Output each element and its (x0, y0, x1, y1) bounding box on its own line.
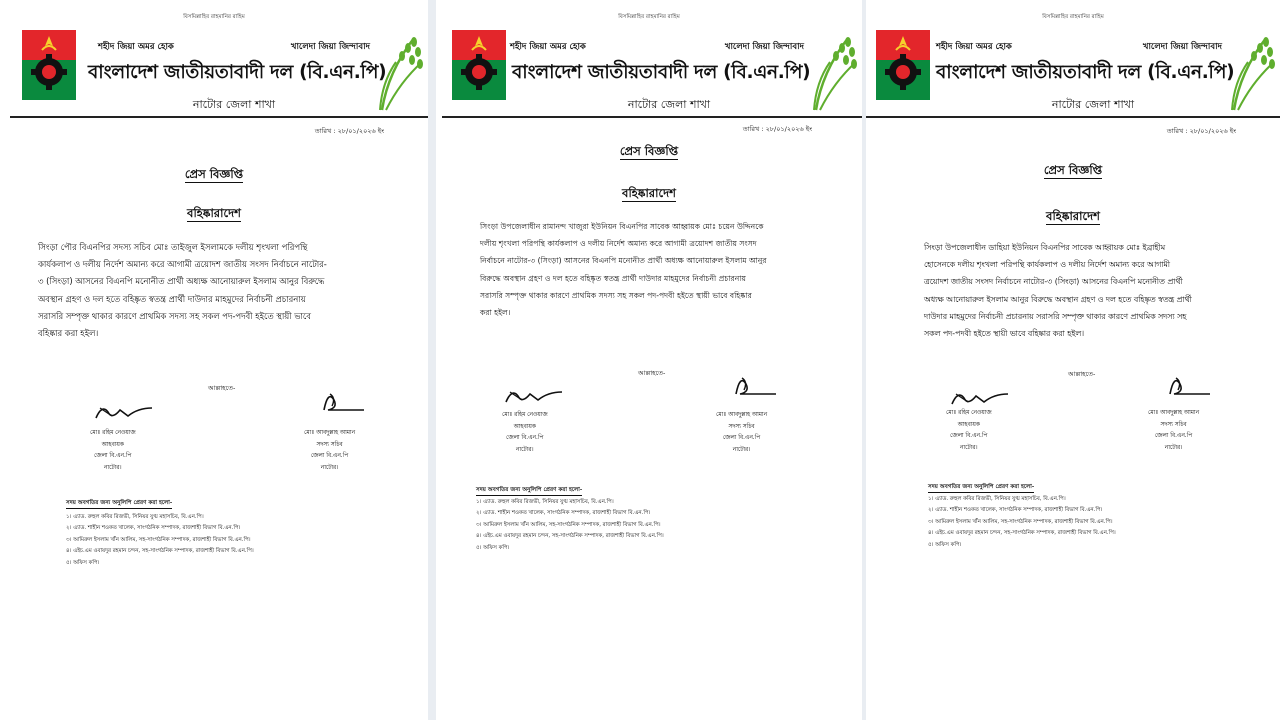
branch-name: নাটোর জেলা শাখা (1051, 98, 1135, 111)
party-name: বাংলাদেশ জাতীয়তাবাদী দল (বি.এন.পি) (88, 62, 387, 83)
signatory-role: সদস্য সচিব (1160, 421, 1187, 428)
cc-list (476, 497, 664, 554)
body-line: সকল পদ-পদবী হইতে স্থায়ী ভাবে বহিষ্কার করা হইল। (924, 329, 1085, 339)
cc-item: ১। এ্যাড. রুহুল কবির রিজভী, সিনিয়র যুগ্ম মহাসচিব, বি.এন.পি। (476, 499, 614, 505)
cc-item: ১। এ্যাড. রুহুল কবির রিজভী, সিনিয়র যুগ্ম মহাসচিব, বি.এন.পি। (928, 496, 1066, 502)
cc-item: ৩। আমিরুল ইসলাম খাঁন আলিম, সহ-সাংগঠনিক সম্পাদক, রাজশাহী বিভাগ বি.এন.পি। (476, 521, 661, 528)
press-release-page-3 (866, 0, 1280, 720)
body-line: অধ্যক্ষ আনোয়ারুল ইসলাম আনুর বিরুদ্ধে অবস্থান গ্রহণ ও দল হতে বহিষ্কৃত স্বতন্ত্র প্রার্থী (924, 294, 1192, 304)
cc-list (66, 512, 254, 569)
signatory-left (90, 428, 136, 474)
cc-item: ৫। অফিস কপি। (66, 559, 100, 566)
signature-left (92, 398, 156, 424)
cc-item: ২। এ্যাড. শাহীন শওকত খালেক, সাংগঠনিক সম্পাদক, রাজশাহী বিভাগ বি.এন.পি। (928, 507, 1103, 514)
paddy-sheaf-icon (374, 32, 426, 112)
cc-item: ৩। আমিরুল ইসলাম খাঁন আলিম, সহ-সাংগঠনিক সম্পাদক, রাজশাহী বিভাগ বি.এন.পি। (928, 518, 1113, 525)
signature-left (948, 384, 1012, 410)
signatory-unit: জেলা বি.এন.পি (310, 453, 349, 460)
branch-name: নাটোর জেলা শাখা (192, 98, 276, 111)
press-release-page-2 (436, 0, 862, 720)
signatory-name: মোঃ রহিম নেওয়াজ (502, 412, 548, 418)
body-line: নির্বাচনে নাটোর-৩ (সিংড়া) আসনের বিএনপি মনোনীত প্রার্থী অধ্যক্ষ আনোয়ারুল ইসলাম আনুর (480, 256, 767, 266)
paddy-sheaf-icon (1226, 32, 1278, 112)
body-line: সিংড়া পৌর বিএনপির সদস্য সচিব মোঃ তাইজুল ইসলামকে দলীয় শৃংখলা পরিপন্থি (38, 242, 308, 252)
signatory-name: মোঃ আবদুল্লাহ আমান (716, 412, 768, 418)
date: তারিখ : ২৮/০১/২০২৬ ইং (742, 125, 812, 133)
signatory-role: সদস্য সচিব (728, 423, 755, 430)
letterhead-divider (10, 116, 428, 118)
signatory-unit: জেলা বি.এন.পি (506, 435, 544, 442)
signatory-left (502, 410, 548, 456)
slogan-right: খালেদা জিয়া জিন্দাবাদ (724, 42, 804, 52)
signatory-unit: জেলা বি.এন.পি (1154, 433, 1193, 440)
body-line: করা হইল। (480, 308, 511, 318)
bnp-logo-icon (876, 30, 930, 100)
letterhead (436, 0, 862, 118)
cc-heading: সদয় অবগতির জন্য অনুলিপি প্রেরণ করা হলো- (928, 483, 1034, 493)
slogan-right: খালেদা জিয়া জিন্দাবাদ (1142, 42, 1222, 52)
press-release-page-1 (0, 0, 428, 720)
cc-item: ২। এ্যাড. শাহীন শওকত খালেক, সাংগঠনিক সম্পাদক, রাজশাহী বিভাগ বি.এন.পি। (476, 510, 651, 517)
body-line: হোসেনকে দলীয় শৃংখলা পরিপন্থি কার্যকলাপ ও দলীয় নির্দেশ অমান্য করে আগামী (924, 260, 1171, 270)
body-line: সরাসরি সম্পৃক্ত থাকার কারণে প্রাথমিক সদস্য সহ সকল পদ-পদবী হইতে স্থায়ী ভাবে (38, 310, 311, 321)
party-name: বাংলাদেশ জাতীয়তাবাদী দল (বি.এন.পি) (936, 62, 1235, 83)
letterhead-tagline: বিসমিল্লাহির রাহমানির রাহিম (618, 14, 680, 20)
signatory-place: নাটোর। (320, 464, 339, 471)
signatory-role: আহবায়ক (957, 421, 980, 428)
body-line: ৩ (সিংড়া) আসনের বিএনপি মনোনীত প্রার্থী অধ্যক্ষ আনোয়ারুল ইসলাম আনুর বিরুদ্ধে (38, 276, 325, 287)
bnp-logo-icon (22, 30, 76, 100)
press-body (38, 239, 388, 342)
signatory-place: নাটোর। (515, 446, 534, 453)
body-line: সিংড়া উপজেলাধীন ডাহিয়া ইউনিয়ন বিএনপির সাবেক আহ্বায়ক মোঃ ইব্রাহীম (924, 243, 1166, 252)
cc-list (928, 494, 1116, 551)
press-body (924, 239, 1242, 342)
signatory-right (304, 428, 355, 474)
signatory-name: মোঃ রহিম নেওয়াজ (90, 430, 136, 436)
signatory-role: আহবায়ক (513, 423, 536, 430)
press-release-title: প্রেস বিজ্ঞপ্তি (619, 144, 679, 158)
body-line: দলীয় শৃংখলা পরিপন্থি কার্যকলাপ ও দলীয় নির্দেশ অমান্য করে আগামী ত্রয়োদশ জাতীয় সংসদ (480, 239, 757, 249)
cc-item: ৪। এইচ.এম ওবায়দুর রহমান চন্দন, সহ-সাংগঠনিক সম্পাদক, রাজশাহী বিভাগ বি.এন.পি। (476, 533, 664, 540)
letterhead-tagline: বিসমিল্লাহির রাহমানির রাহিম (183, 14, 245, 20)
body-line: দাউদার মাহমুদের নির্বাচনী প্রচারনায় সরাসরি সম্পৃক্ত থাকার কারণে প্রাথমিক সদস্য সহ (924, 311, 1187, 321)
signatory-place: নাটোর। (732, 446, 751, 453)
slogan-right: খালেদা জিয়া জিন্দাবাদ (290, 42, 370, 52)
body-line: বহিষ্কার করা হইল। (38, 328, 99, 339)
cc-item: ৫। অফিস কপি। (476, 544, 510, 551)
press-release-title: প্রেস বিজ্ঞপ্তি (1043, 163, 1103, 177)
signatory-right (1148, 408, 1199, 454)
press-body (480, 218, 832, 321)
slogan-left: শহীদ জিয়া অমর হোক (98, 42, 174, 52)
cc-item: ২। এ্যাড. শাহীন শওকত খালেক, সাংগঠনিক সম্পাদক, রাজশাহী বিভাগ বি.এন.পি। (66, 525, 241, 532)
signatory-unit: জেলা বি.এন.পি (950, 433, 988, 440)
cc-item: ৫। অফিস কপি। (928, 541, 962, 548)
date: তারিখ : ২৮/০১/২০২৬ ইং (1166, 127, 1236, 135)
signatory-place: নাটোর। (959, 444, 978, 451)
letterhead (0, 0, 428, 118)
signatory-name: মোঃ আবদুল্লাহ আমান (304, 430, 356, 436)
cc-item: ৪। এইচ.এম ওবায়দুর রহমান চন্দন, সহ-সাংগঠনিক সম্পাদক, রাজশাহী বিভাগ বি.এন.পি। (928, 530, 1116, 537)
signatory-name: মোঃ আবদুল্লাহ আমান (1148, 410, 1200, 416)
letterhead-divider (866, 116, 1280, 118)
body-line: সরাসরি সম্পৃক্ত থাকার কারণে প্রাথমিক সদস্য সহ সকল পদ-পদবী হইতে স্থায়ী ভাবে বহিষ্কার (480, 290, 752, 300)
signatory-left (946, 408, 992, 454)
body-line: ত্রয়োদশ জাতীয় সংসদ নির্বাচনে নাটোর-৩ (সিংড়া) আসনের বিএনপি মনোনীত প্রার্থী (924, 277, 1183, 287)
regards-text: আল্লাহতে- (638, 369, 666, 377)
signature-right (314, 388, 378, 414)
letterhead-divider (442, 116, 862, 118)
signature-right (1160, 372, 1224, 398)
party-name: বাংলাদেশ জাতীয়তাবাদী দল (বি.এন.পি) (512, 62, 811, 83)
letterhead-tagline: বিসমিল্লাহির রাহমানির রাহিম (1042, 14, 1104, 20)
signatory-role: আহবায়ক (101, 441, 124, 448)
body-line: বিরুদ্ধে অবস্থান গ্রহণ ও দল হতে বহিষ্কৃত স্বতন্ত্র প্রার্থী দাউদার মাহমুদের নির্বাচনী প্রচারনায় (480, 273, 746, 283)
expulsion-order-title: বহিষ্কারাদেশ (187, 206, 241, 220)
signatory-place: নাটোর। (1164, 444, 1183, 451)
body-line: সিংড়া উপজেলাধীন রামানন্দ খাজুরা ইউনিয়ন বিএনপির সাবেক আহ্বায়ক মোঃ চয়েন উদ্দিনকে (480, 222, 764, 231)
signature-left (502, 382, 566, 408)
letterhead (866, 0, 1280, 118)
paddy-sheaf-icon (808, 32, 860, 112)
body-line: অবস্থান গ্রহণ ও দল হতে বহিষ্কৃত স্বতন্ত্র প্রার্থী দাউদার মাহমুদের নির্বাচনী প্রচারনায় (38, 293, 306, 304)
regards-text: আল্লাহতে- (208, 384, 236, 392)
slogan-left: শহীদ জিয়া অমর হোক (510, 42, 586, 52)
cc-heading: সদয় অবগতির জন্য অনুলিপি প্রেরণ করা হলো- (66, 499, 172, 509)
bnp-logo-icon (452, 30, 506, 100)
signatory-unit: জেলা বি.এন.পি (722, 435, 761, 442)
branch-name: নাটোর জেলা শাখা (627, 98, 711, 111)
regards-text: আল্লাহতে- (1068, 370, 1096, 378)
expulsion-order-title: বহিষ্কারাদেশ (1046, 209, 1100, 223)
signatory-unit: জেলা বি.এন.পি (94, 453, 132, 460)
signature-right (726, 372, 790, 398)
slogan-left: শহীদ জিয়া অমর হোক (936, 42, 1012, 52)
signatory-name: মোঃ রহিম নেওয়াজ (946, 410, 992, 416)
body-line: কার্যকলাপ ও দলীয় নির্দেশ অমান্য করে আগামী ত্রয়োদশ জাতীয় সংসদ নির্বাচনে নাটোর- (38, 259, 327, 270)
cc-item: ৩। আমিরুল ইসলাম খাঁন আলিম, সহ-সাংগঠনিক সম্পাদক, রাজশাহী বিভাগ বি.এন.পি। (66, 536, 251, 543)
cc-item: ১। এ্যাড. রুহুল কবির রিজভী, সিনিয়র যুগ্ম মহাসচিব, বি.এন.পি। (66, 514, 204, 520)
cc-heading: সদয় অবগতির জন্য অনুলিপি প্রেরণ করা হলো- (476, 486, 582, 496)
expulsion-order-title: বহিষ্কারাদেশ (622, 186, 676, 200)
cc-item: ৪। এইচ.এম ওবায়দুর রহমান চন্দন, সহ-সাংগঠনিক সম্পাদক, রাজশাহী বিভাগ বি.এন.পি। (66, 548, 254, 555)
signatory-role: সদস্য সচিব (316, 441, 343, 448)
press-release-title: প্রেস বিজ্ঞপ্তি (184, 167, 244, 181)
signatory-right (716, 410, 767, 456)
date: তারিখ : ২৮/০১/২০২৬ ইং (314, 127, 384, 135)
signatory-place: নাটোর। (103, 464, 122, 471)
